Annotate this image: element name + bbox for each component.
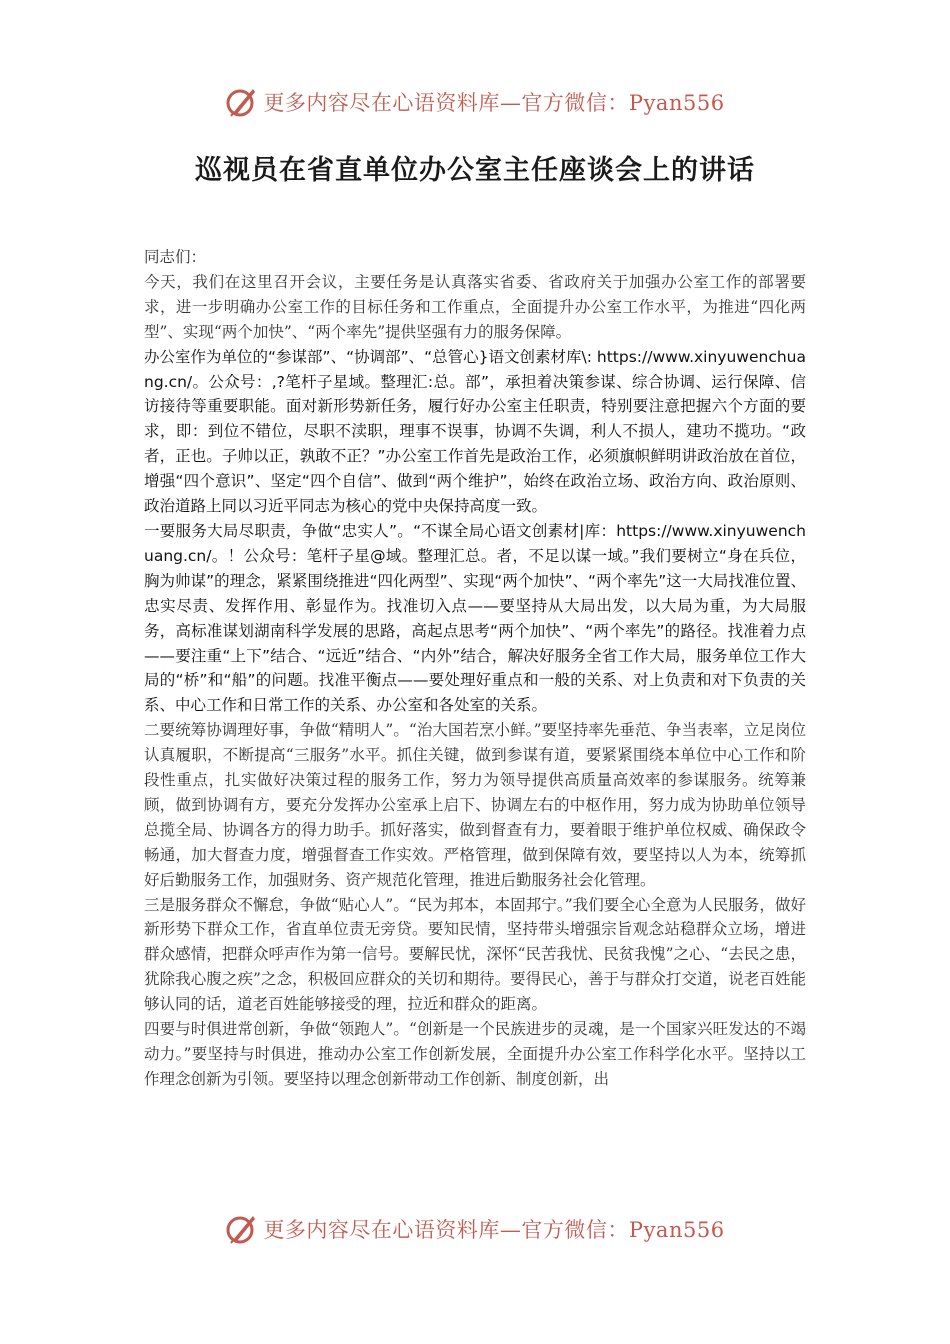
quill-pen-icon: [225, 85, 259, 119]
paragraph: 今天，我们在这里召开会议，主要任务是认真落实省委、省政府关于加强办公室工作的部署要求，进一步明确办公室工作的目标任务和工作重点，全面提升办公室工作水平，为推进“四化两型”、实现“两个加快”、“两个率先”提供坚强有力的服务保障。: [144, 272, 806, 341]
watermark-banner-bottom: [0, 1207, 950, 1251]
document-title: 巡视员在省直单位办公室主任座谈会上的讲话: [195, 155, 755, 186]
paragraph: 一要服务大局尽职责，争做“忠实人”。“不谋全局心语文创素材|库：https://www.xinyuwenchuang.cn/。！公众号：笔杆子星@域。整理汇总。者，不足以谋一域。”我们要树立“身在兵位，胸为帅谋”的理念，紧紧围绕推进“四化两型”、实现“两个加快”、“两个率先”这一大局找准位置、忠实尽责、发挥作用、彰显作为。找准切入点——要坚持从大局出发，以大局为重，为大局服务，高标准谋划湖南科学发展的思路，高起点思考“两个加快”、“两个率先”的路径。找准着力点——要注重“上下”结合、“远近”结合、“内外”结合，解决好服务全省工作大局，服务单位工作大局的“桥”和“船”的问题。找准平衡点——要处理好重点和一般的关系、对上负责和对下负责的关系、中心工作和日常工作的关系、办公室和各处室的关系。: [144, 521, 806, 715]
watermark-banner-top: [0, 80, 950, 124]
paragraph: 四要与时俱进常创新，争做“领跑人”。“创新是一个民族进步的灵魂，是一个国家兴旺发达的不竭动力。”要坚持与时俱进，推动办公室工作创新发展，全面提升办公室工作科学化水平。坚持以工作理念创新为引领。要坚持以理念创新带动工作创新、制度创新，出: [144, 1020, 806, 1088]
paragraph: 办公室作为单位的“参谋部”、“协调部”、“总管心}语文创素材库\: https://www.xinyuwenchuang.cn/。公众号：,?笔杆子星域。整理汇:总。部”，承担着决策参谋、综合协调、运行保障、信访接待等重要职能。面对新形势新任务，履行好办公室主任职责，特别要注意把握六个方面的要求，即：到位不错位，尽职不渎职，理事不误事，协调不失调，利人不损人，建功不揽功。“政者，正也。子帅以正，孰敢不正？”办公室工作首先是政治工作，必须旗帜鲜明讲政治放在首位，增强“四个意识”、坚定“四个自信”、做到“两个维护”，始终在政治立场、政治方向、政治原则、政治道路上同以习近平同志为核心的党中央保持高度一致。: [144, 347, 806, 516]
quill-pen-icon: [225, 1212, 259, 1246]
watermark-text: 更多内容尽在心语资料库—官方微信：Pyan556: [263, 91, 725, 115]
paragraph: 三是服务群众不懈怠，争做“贴心人”。“民为邦本，本固邦宁。”我们要全心全意为人民服务，做好新形势下群众工作，省直单位责无旁贷。要知民情，坚持带头增强宗旨观念站稳群众立场，增进群众感情，把群众呼声作为第一信号。要解民忧，深怀“民苦我忧、民贫我愧”之心、“去民之患，犹除我心腹之疾”之念，积极回应群众的关切和期待。要得民心，善于与群众打交道，说老百姓能够认同的话，道老百姓能够接受的理，拉近和群众的距离。: [144, 895, 806, 1014]
salutation: 同志们：: [144, 248, 207, 266]
watermark-text: 更多内容尽在心语资料库—官方微信：Pyan556: [263, 1218, 725, 1242]
document-body: [144, 245, 806, 1092]
paragraph: 二要统筹协调理好事，争做“精明人”。“治大国若烹小鲜。”要坚持率先垂范、争当表率，立足岗位认真履职，不断提高“三服务”水平。抓住关键，做到参谋有道，要紧紧围绕本单位中心工作和阶段性重点，扎实做好决策过程的服务工作，努力为领导提供高质量高效率的参谋服务。统筹兼顾，做到协调有方，要充分发挥办公室承上启下、协调左右的中枢作用，努力成为协助单位领导总揽全局、协调各方的得力助手。抓好落实，做到督查有力，要着眼于维护单位权威、确保政令畅通，加大督查力度，增强督查工作实效。严格管理，做到保障有效，要坚持以人为本，统筹抓好后勤服务工作，加强财务、资产规范化管理，推进后勤服务社会化管理。: [144, 721, 806, 889]
